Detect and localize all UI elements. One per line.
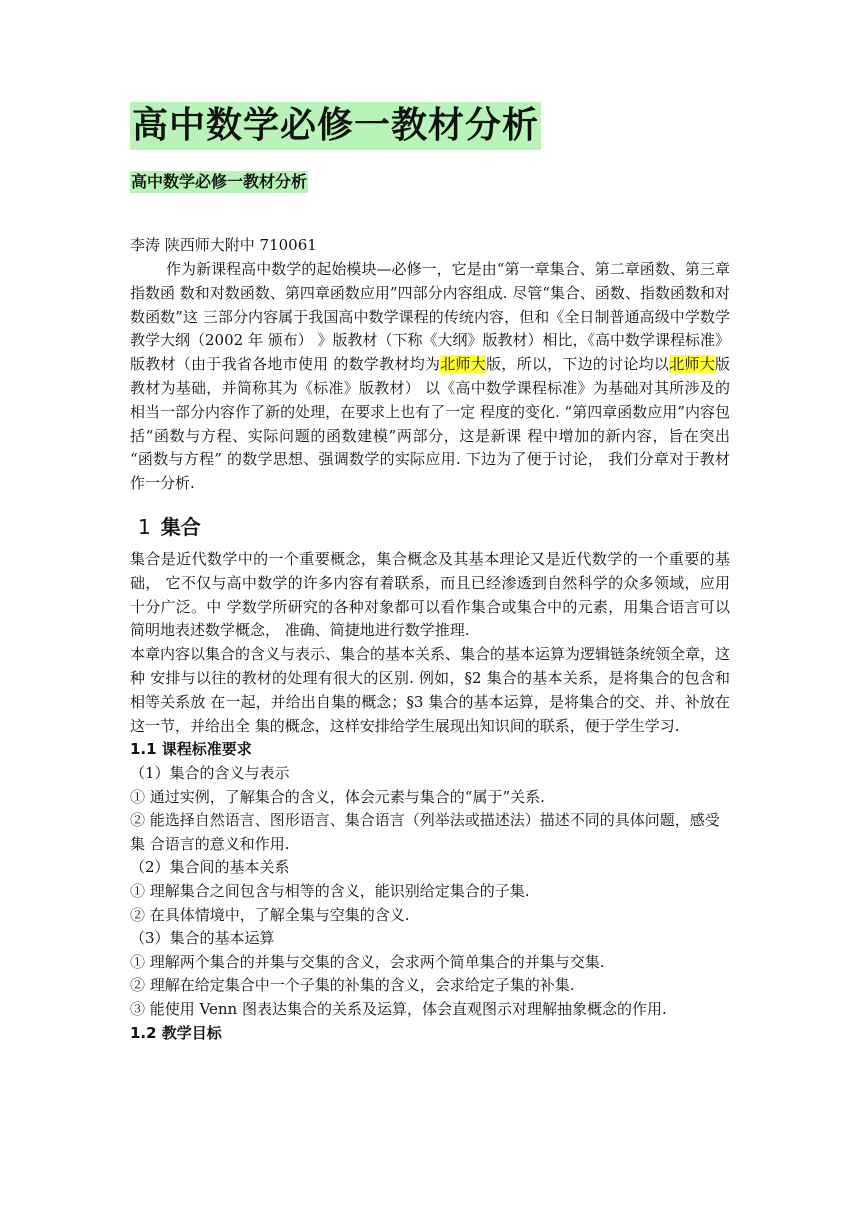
requirement-item: ② 理解在给定集合中一个子集的补集的含义，会求给定子集的补集. [130, 976, 575, 995]
intro-block [130, 258, 730, 496]
intro-text-2: 版，所以，下边的讨论均以 [486, 355, 670, 374]
document-subtitle: 高中数学必修一教材分析 [131, 172, 308, 191]
author-line: 李涛 陕西师大附中 710061 [130, 236, 317, 254]
requirement-item: ① 通过实例，了解集合的含义，体会元素与集合的“属于”关系. [130, 787, 545, 806]
subsection-heading-1-1: 1.1 课程标准要求 [130, 740, 252, 759]
section-number: 1 [138, 515, 151, 539]
intro-text-1: 作为新课程高中数学的起始模块—必修一，它是由“第一章集合、第二章函数、第三章指数函 数和对数函数、第四章函数应用”四部分内容组成. 尽管“集合、函数、指数函数和对数函数”这 三部分内容属于我国高中数学课程的传统内容，但和《全日制普通高级中学数学教学大纲（2002 年 颁布） 》版教材（下称《大纲》版教材）相比，《高中数学课程标准》版教材（由于我省各地市使用 的数学教材均为 [130, 260, 730, 374]
requirement-group-1: （1）集合的含义与表示 [130, 763, 290, 782]
requirement-item: ② 在具体情境中，了解全集与空集的含义. [130, 905, 410, 924]
requirement-item: ③ 能使用 Venn 图表达集合的关系及运算，体会直观图示对理解抽象概念的作用. [130, 999, 667, 1018]
section1-paragraph-2: 本章内容以集合的含义与表示、集合的基本关系、集合的基本运算为逻辑链条统领全章，这种 安排与以往的教材的处理有很大的区别. 例如，§2 集合的基本关系，是将集合的包含和相等关系放 在一起，并给出自集的概念；§3 集合的基本运算，是将集合的交、并、补放在这一节，并给出全 集的概念，这样安排给学生展现出知识间的联系，便于学生学习. [130, 645, 731, 735]
highlight-beishida-2: 北师大 [669, 355, 715, 374]
requirement-group-3: （3）集合的基本运算 [130, 929, 275, 948]
requirement-item: ① 理解两个集合的并集与交集的含义，会求两个简单集合的并集与交集. [130, 952, 605, 971]
section-title: 集合 [160, 515, 201, 539]
subsection-heading-1-2: 1.2 教学目标 [130, 1023, 222, 1042]
intro-paragraph [130, 258, 730, 496]
intro-text-3: 版教材为基础，并简称其为《标准》版教材） 以《高中数学课程标准》为基础对其所涉及的相当一部分内容作了新的处理，在要求上也有了一定 程度的变化. “第四章函数应用”内容包括“函数与方程、实际问题的函数建模”两部分，这是新课 程中增加的新内容，旨在突出 “函数与方程” 的数学思想、强调数学的实际应用. 下边为了便于讨论， 我们分章对于教材作一分析. [130, 355, 730, 493]
section-heading-1 [138, 512, 201, 542]
highlight-beishida-1: 北师大 [440, 355, 487, 374]
requirement-item: ② 能选择自然语言、图形语言、集合语言（列举法或描述法）描述不同的具体问题，感受集 合语言的意义和作用. [130, 811, 720, 853]
requirement-group-2: （2）集合间的基本关系 [130, 858, 290, 877]
requirement-item: ① 理解集合之间包含与相等的含义，能识别给定集合的子集. [130, 881, 530, 900]
section1-paragraph-1: 集合是近代数学中的一个重要概念，集合概念及其基本理论又是近代数学的一个重要的基础， 它不仅与高中数学的许多内容有着联系，而且已经渗透到自然科学的众多领域，应用十分广泛。中 学数学所研究的各种对象都可以看作集合或集合中的元素，用集合语言可以简明地表述数学概念， 准确、简捷地进行数学推理. [130, 550, 730, 640]
document-title: 高中数学必修一教材分析 [130, 102, 541, 150]
section1-body [130, 548, 730, 1045]
